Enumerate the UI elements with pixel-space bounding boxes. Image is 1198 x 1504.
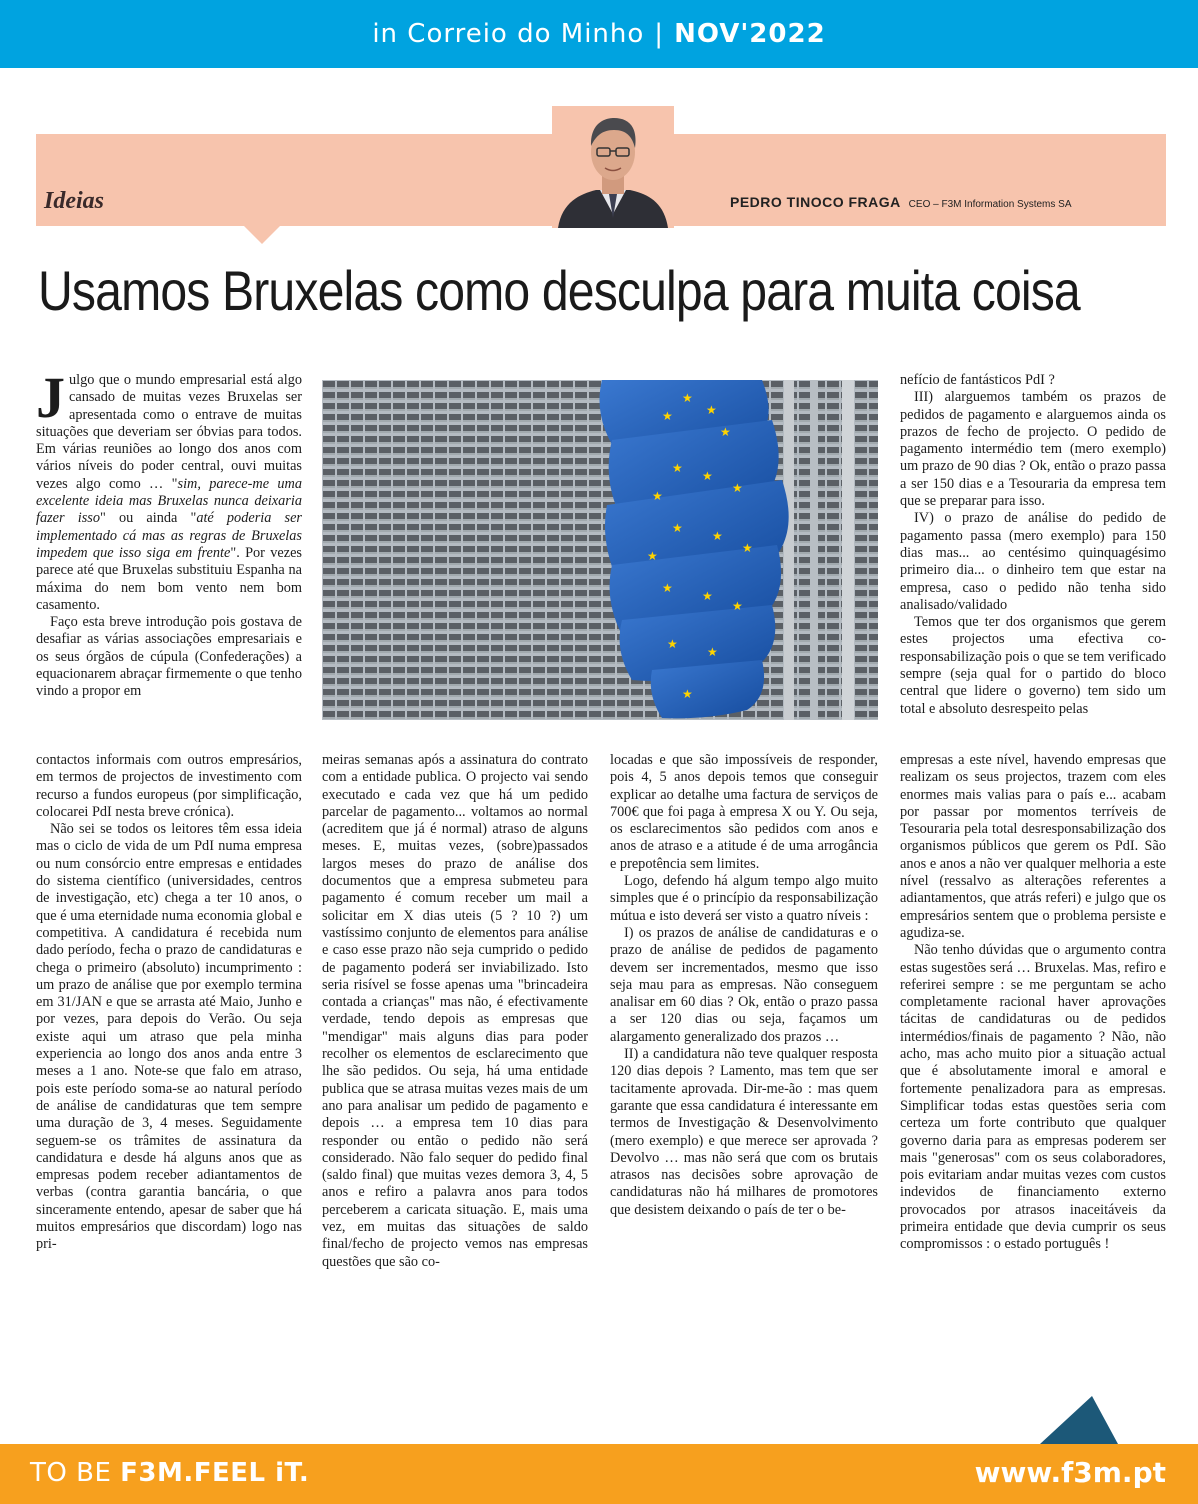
footer-slogan: TO BE F3M.FEEL iT. (30, 1458, 310, 1488)
svg-text:★: ★ (732, 481, 743, 495)
paragraph: Não tenho dúvidas que o argumento contra estas sugestões será … Bruxelas. Mas, refiro e referirei sempre : se me perguntam se acho completamente racional haver aprovações tácitas de candidaturas ou de pedidos intermédios/finais de pagamento ? Não, não acho, mas acho muito pior a situação actual que é absolutamente imoral e amoral e fortemente penalizadora para as empresas. Simplificar todas estas questões seria com certeza um forte contributo que qualquer governo daria para as empresas poderem ser mais "generosas" com os seus colaboradores, pois evitariam andar muitas vezes com custos indevidos de financiamento externo provocados por atrasos inaceitáveis da primeira entidade que devia cumprir os seus compromissos : o estado português ! (900, 942, 1166, 1253)
publication-date: NOV'2022 (674, 19, 826, 49)
column-4-top (900, 372, 1166, 744)
svg-text:★: ★ (662, 581, 673, 595)
publication-name: in Correio do Minho (372, 19, 645, 49)
svg-text:★: ★ (682, 391, 693, 405)
svg-text:★: ★ (672, 521, 683, 535)
author-role: CEO – F3M Information Systems SA (908, 199, 1072, 210)
paragraph: nefício de fantásticos PdI ? (900, 372, 1055, 388)
paragraph: empresas a este nível, havendo empresas que realizam os seus projectos, trazem com eles enormes mais valias para o país e... acabam por passar por momentos terríveis de Tesouraria pela total desresponsabilização dos organismos públicos que gerem os PdI. São anos e anos a não ver qualquer melhoria a este nível (ressalvo as alterações referentes a adiantamentos, que atrás referi) e julgo que os empresários sentem que o problema persiste e agudiza-se. (900, 752, 1166, 941)
paragraph: III) alarguemos também os prazos de pedidos de pagamento e alarguemos ainda os prazos de fecho de projecto. O pedido de pagamento intermédio tem (mero exemplo) um prazo de 90 dias ? Ok, então o prazo passa a ser 150 dias e a Tesouraria da empresa tem que se preparar para isso. (900, 389, 1166, 510)
svg-text:★: ★ (672, 461, 683, 475)
author-name: PEDRO TINOCO FRAGA (730, 194, 901, 210)
svg-text:★: ★ (732, 599, 743, 613)
article-title: Usamos Bruxelas como desculpa para muita coisa (38, 259, 1080, 322)
drop-cap: J (36, 372, 65, 430)
column-1-top (36, 372, 302, 744)
section-label: Ideias (44, 188, 104, 214)
svg-text:★: ★ (706, 403, 717, 417)
author-byline (730, 194, 1072, 210)
column-4-bottom (900, 752, 1166, 1330)
paragraph: Não sei se todos os leitores têm essa ideia mas o ciclo de vida de um PdI numa empresa ou num consórcio entre empresas e entidades do sistema científico (universidades, centros de investigação, etc) chega a ter 10 anos, o que é uma eternidade numa economia global e competitiva. A candidatura é recebida num dado período, fecha o prazo de candidaturas e chega o primeiro (absoluto) incumprimento : um prazo de análise que por exemplo termina em 31/JAN e que se arrasta até Maio, Junho e por vezes, para depois do Verão. Ou seja existe aqui um atraso que pela minha experiencia ao longo dos anos anda entre 3 meses a 1 ano. Note-se que falo em atraso, pois este período soma-se ao natural período de análise de candidaturas que tem sempre uma duração de 3, 4 meses. Seguidamente seguem-se os trâmites de assinatura da candidatura e desde há alguns anos que as empresas podem receber adiantamentos de verbas (contra garantia bancária, o que sinceramente entendo, apesar de saber que há muitos empresários que discordam) logo nas pri- (36, 821, 302, 1253)
svg-text:★: ★ (682, 687, 693, 701)
paragraph: Julgo que o mundo empresarial está algo cansado de muitas vezes Bruxelas ser apresentada como o entrave de muitas situações que deveriam ser óbvias para todos. Em várias reuniões ao longo dos anos com vários níveis do poder central, ouvi muitas vezes algo como … "sim, parece-me uma excelente ideia mas Bruxelas nunca deixaria fazer isso" ou ainda "até poderia ser implementado cá mas as regras de Bruxelas impedem que isso siga em frente". Por vezes parece até que Bruxelas substituiu Espanha na máxima do nem bom vento nem bom casamento. (36, 372, 302, 613)
svg-text:★: ★ (712, 529, 723, 543)
column-2-bottom (322, 752, 588, 1330)
paragraph: I) os prazos de análise de candidaturas e o prazo de análise de pedidos de pagamento devem ser incrementados, mesmo que isso seja mau para as empresas. Não conseguem analisar em 60 dias ? Ok, então o prazo passa a ser 120 dias ou seja, façamos um alargamento generalizado dos prazos … (610, 924, 878, 1045)
svg-text:★: ★ (720, 425, 731, 439)
svg-text:★: ★ (702, 589, 713, 603)
svg-text:★: ★ (707, 645, 718, 659)
paragraph: II) a candidatura não teve qualquer resposta 120 dias depois ? Lamento, mas tem que ser tacitamente aprovada. Dir-me-ão : mas quem garante que essa candidatura é interessante em termos de Investigação & Desenvolvimento (mero exemplo) e que merece ser aprovada ? Devolvo … mas não será que com os brutais atrasos nas decisões sobre aprovação de candidaturas não há milhares de promotores que desistem deixando o país de ter o be- (610, 1046, 878, 1218)
svg-text:★: ★ (647, 549, 658, 563)
publication-header (0, 0, 1198, 68)
paragraph: IV) o prazo de análise do pedido de pagamento passa (mero exemplo) para 150 dias mas... ao centésimo quinquagésimo primeiro dia... o dinheiro tem que estar na empresa, caso o pedido não tenha sido analisado/validado (900, 510, 1166, 613)
website-link[interactable]: www.f3m.pt (974, 1456, 1166, 1489)
paragraph: Temos que ter dos organismos que gerem estes projectos uma efectiva co-responsabilização pois o que se tem verificado sempre (seja qual for o partido do bloco central que lidere o governo) tem sido um total e absoluto desrespeito pelas (900, 614, 1166, 717)
eu-flags-photo (322, 380, 878, 720)
column-1-bottom (36, 752, 302, 1330)
paragraph: Logo, defendo há algum tempo algo muito simples que é o princípio da responsabilização mútua e isto deverá ser visto a quatro níveis : (610, 873, 878, 924)
paragraph: meiras semanas após a assinatura do contrato com a entidade publica. O projecto vai sendo executado e cada vez que há um pedido parcelar de pagamento... voltamos ao normal (acreditem que já é normal) atraso de alguns meses. E, muitas vezes, (sobre)passados largos meses do prazo de análise dos documentos que a empresa submeteu para pagamento é comum receber um mail a solicitar em X dias uteis (5 ? 10 ?) um vastíssimo conjunto de elementos para análise e caso esse prazo não seja cumprido o pedido de pagamento poderá ser inviabilizado. Isto seria risível se fosse apenas uma "brincadeira contada a crianças" mas não, é efectivamente verdade, tendo depois as empresas que "mendigar" mais alguns dias para poder recolher os elementos de esclarecimento que lhe são pedidos. Ou seja, há uma entidade publica que se atrasa muitas vezes mais de um ano para analisar um pedido de pagamento e depois … a empresa tem 10 dias para responder ou então o pedido não será considerado. Não falo sequer do pedido final (saldo final) que muitas vezes demora 3, 4, 5 anos e refiro a palavra anos para todos perceberem a caricata situação. E, mais uma vez, em muitas das situações de saldo final/fecho de projecto vemos nas empresas questões que são co- (322, 752, 588, 1270)
banner-pointer (244, 226, 280, 244)
column-3-bottom (610, 752, 878, 1330)
paragraph: locadas e que são impossíveis de responder, pois 4, 5 anos depois temos que conseguir explicar ao detalhe uma factura de serviços de 700€ que foi paga à empresa X ou Y. Ou seja, os esclarecimentos são pedidos com anos e anos de atraso e a atitude é de uma arrogância e prepotência sem limites. (610, 752, 878, 872)
paragraph: Faço esta breve introdução pois gostava de desafiar as várias associações empresariais e os seus órgãos de cúpula (Confederações) a equacionarem abraçar firmemente o que tenho vindo a propor em (36, 614, 302, 700)
svg-text:★: ★ (662, 409, 673, 423)
footer-bar (0, 1444, 1198, 1504)
svg-text:★: ★ (742, 541, 753, 555)
svg-text:★: ★ (667, 637, 678, 651)
author-portrait (552, 106, 674, 228)
paragraph: contactos informais com outros empresários, em termos de projectos de investimento com recurso a fundos europeus (por simplificação, colocarei PdI nesta breve crónica). (36, 752, 302, 820)
header-separator: | (654, 19, 665, 49)
svg-text:★: ★ (652, 489, 663, 503)
svg-text:★: ★ (702, 469, 713, 483)
